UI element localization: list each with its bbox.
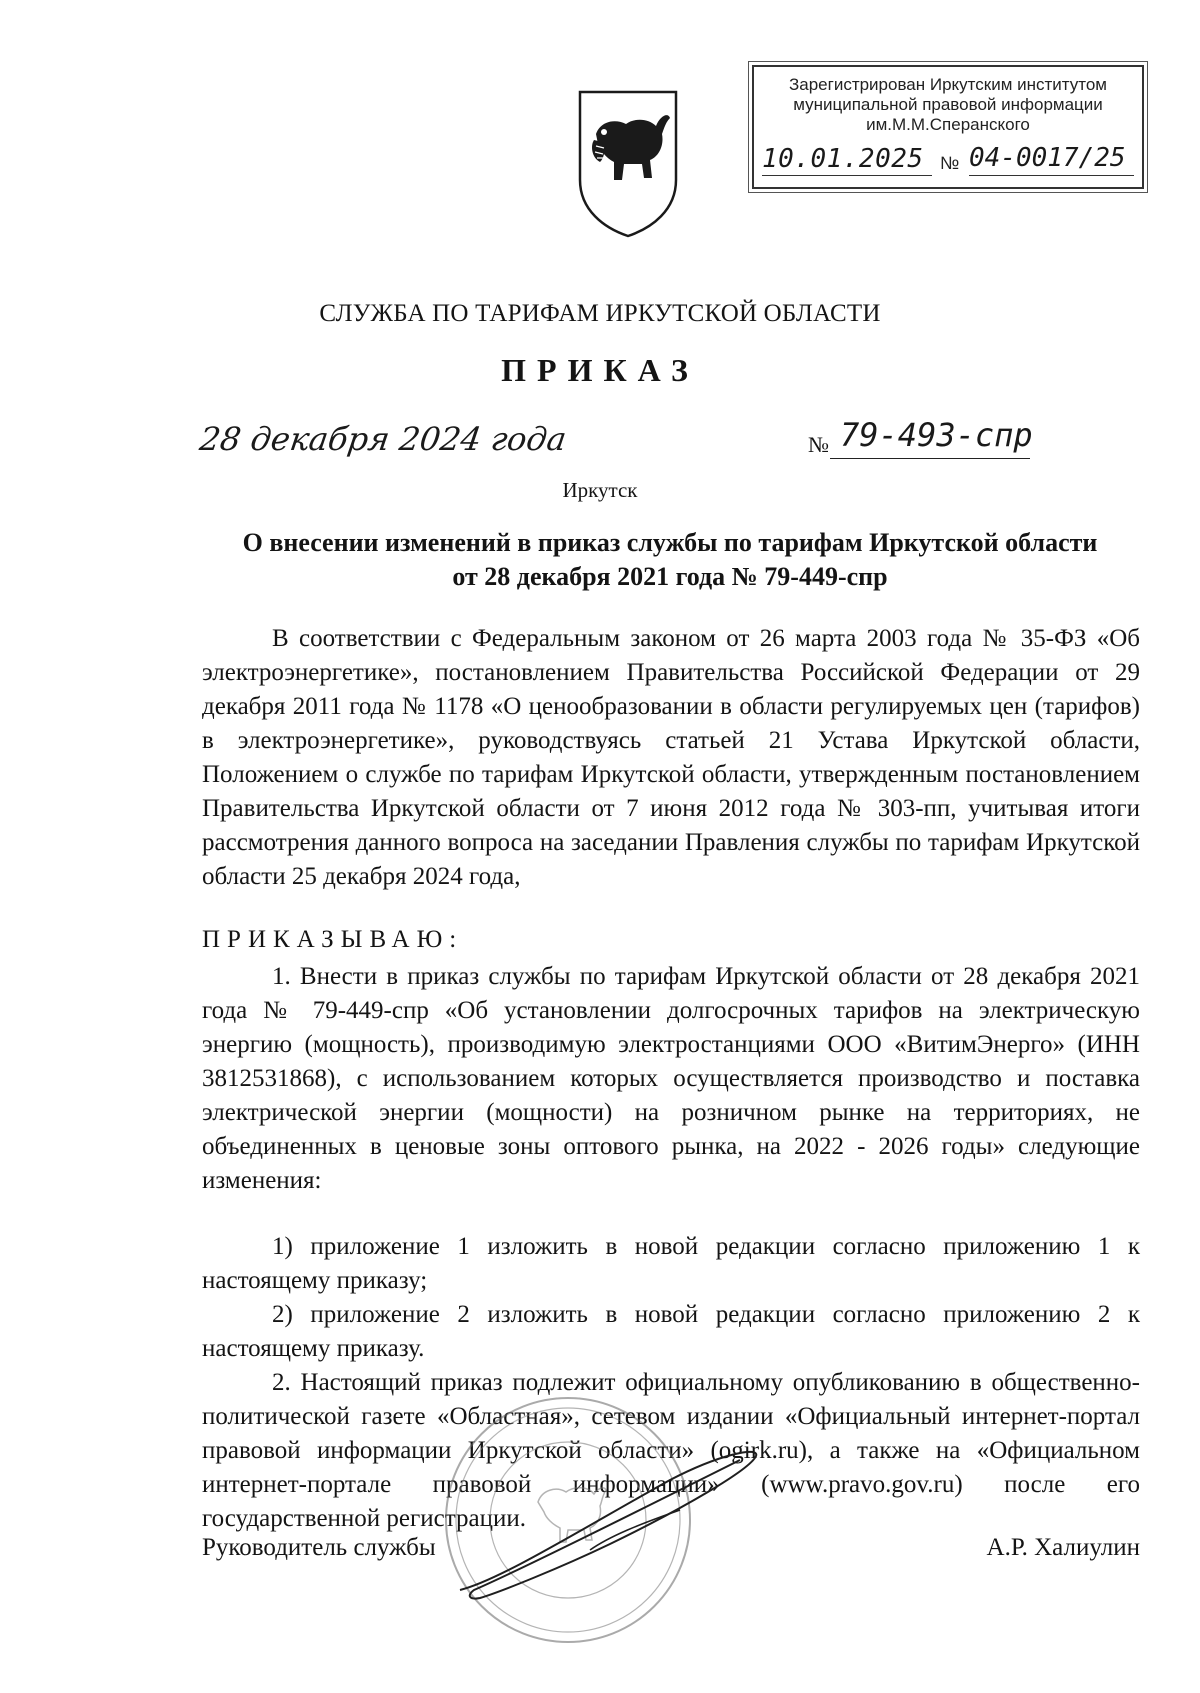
- document-title-line: О внесении изменений в приказ службы по тарифам Иркутской области: [242, 528, 1098, 557]
- order-date: 28 декабря 2024 года: [197, 420, 569, 458]
- order-word: ПРИКАЗЫВАЮ:: [202, 926, 464, 953]
- signer-name: А.Р. Халиулин: [986, 1534, 1140, 1561]
- coat-of-arms-icon: [574, 88, 682, 240]
- handwritten-signature-icon: [440, 1440, 770, 1610]
- registration-number: 04-0017/25: [969, 143, 1134, 176]
- order-number: 79-493-спр: [840, 416, 1033, 454]
- registration-stamp-line: муниципальной правовой информации: [793, 95, 1103, 114]
- registration-number-label: №: [940, 153, 960, 173]
- order-subitem-2: 2) приложение 2 изложить в новой редакции согласно приложению 2 к настоящему приказу.: [202, 1301, 1140, 1362]
- registration-stamp: [752, 65, 1144, 189]
- registration-stamp-line: им.М.М.Сперанского: [866, 115, 1030, 134]
- document-type: ПРИКАЗ: [501, 352, 699, 388]
- order-item-1: 1. Внести в приказ службы по тарифам Иркутской области от 28 декабря 2021 года № 79-449-спр «Об установлении долгосрочных тарифов на электрическую энергию (мощность), производимую электростанциями ООО «ВитимЭнерго» (ИНН 3812531868), с использованием которых осуществляется производство и поставка электрической энергии (мощности) на розничном рынке на территориях, не объединенных в ценовые зоны оптового рынка, на 2022 - 2026 годы» следующие изменения:: [202, 963, 1140, 1194]
- document-title-line: от 28 декабря 2021 года № 79-449-спр: [452, 562, 888, 591]
- signer-title: Руководитель службы: [202, 1534, 436, 1561]
- order-subitem-1: 1) приложение 1 изложить в новой редакции согласно приложению 1 к настоящему приказу;: [202, 1233, 1140, 1294]
- registration-stamp-line: Зарегистрирован Иркутским институтом: [788, 75, 1107, 94]
- agency-name: СЛУЖБА ПО ТАРИФАМ ИРКУТСКОЙ ОБЛАСТИ: [319, 300, 881, 327]
- city: Иркутск: [562, 478, 638, 502]
- registration-date: 10.01.2025: [762, 145, 932, 176]
- order-number-label: №: [808, 432, 829, 457]
- preamble-paragraph: В соответствии с Федеральным законом от 26 марта 2003 года № 35-ФЗ «Об электроэнергетике», постановлением Правительства Российской Федерации от 29 декабря 2011 года № 1178 «О ценообразовании в области регулируемых цен (тарифов) в электроэнергетике», руководствуясь статьей 21 Устава Иркутской области, Положением о службе по тарифам Иркутской области, утвержденным постановлением Правительства Иркутской области от 7 июня 2012 года № 303-пп, учитывая итоги рассмотрения данного вопроса на заседании Правления службы по тарифам Иркутской области 25 декабря 2024 года,: [202, 625, 1140, 890]
- document-title: [200, 526, 1140, 594]
- order-item-2: 2. Настоящий приказ подлежит официальному опубликованию в общественно-политической газете «Областная», сетевом издании «Официальный интернет-портал правовой информации Иркутской области» (ogirk.ru), а также на «Официальном интернет-портале правовой информации» (www.pravo.gov.ru) после его государственной регистрации.: [202, 1369, 1140, 1532]
- order-number-underline: [830, 458, 1030, 459]
